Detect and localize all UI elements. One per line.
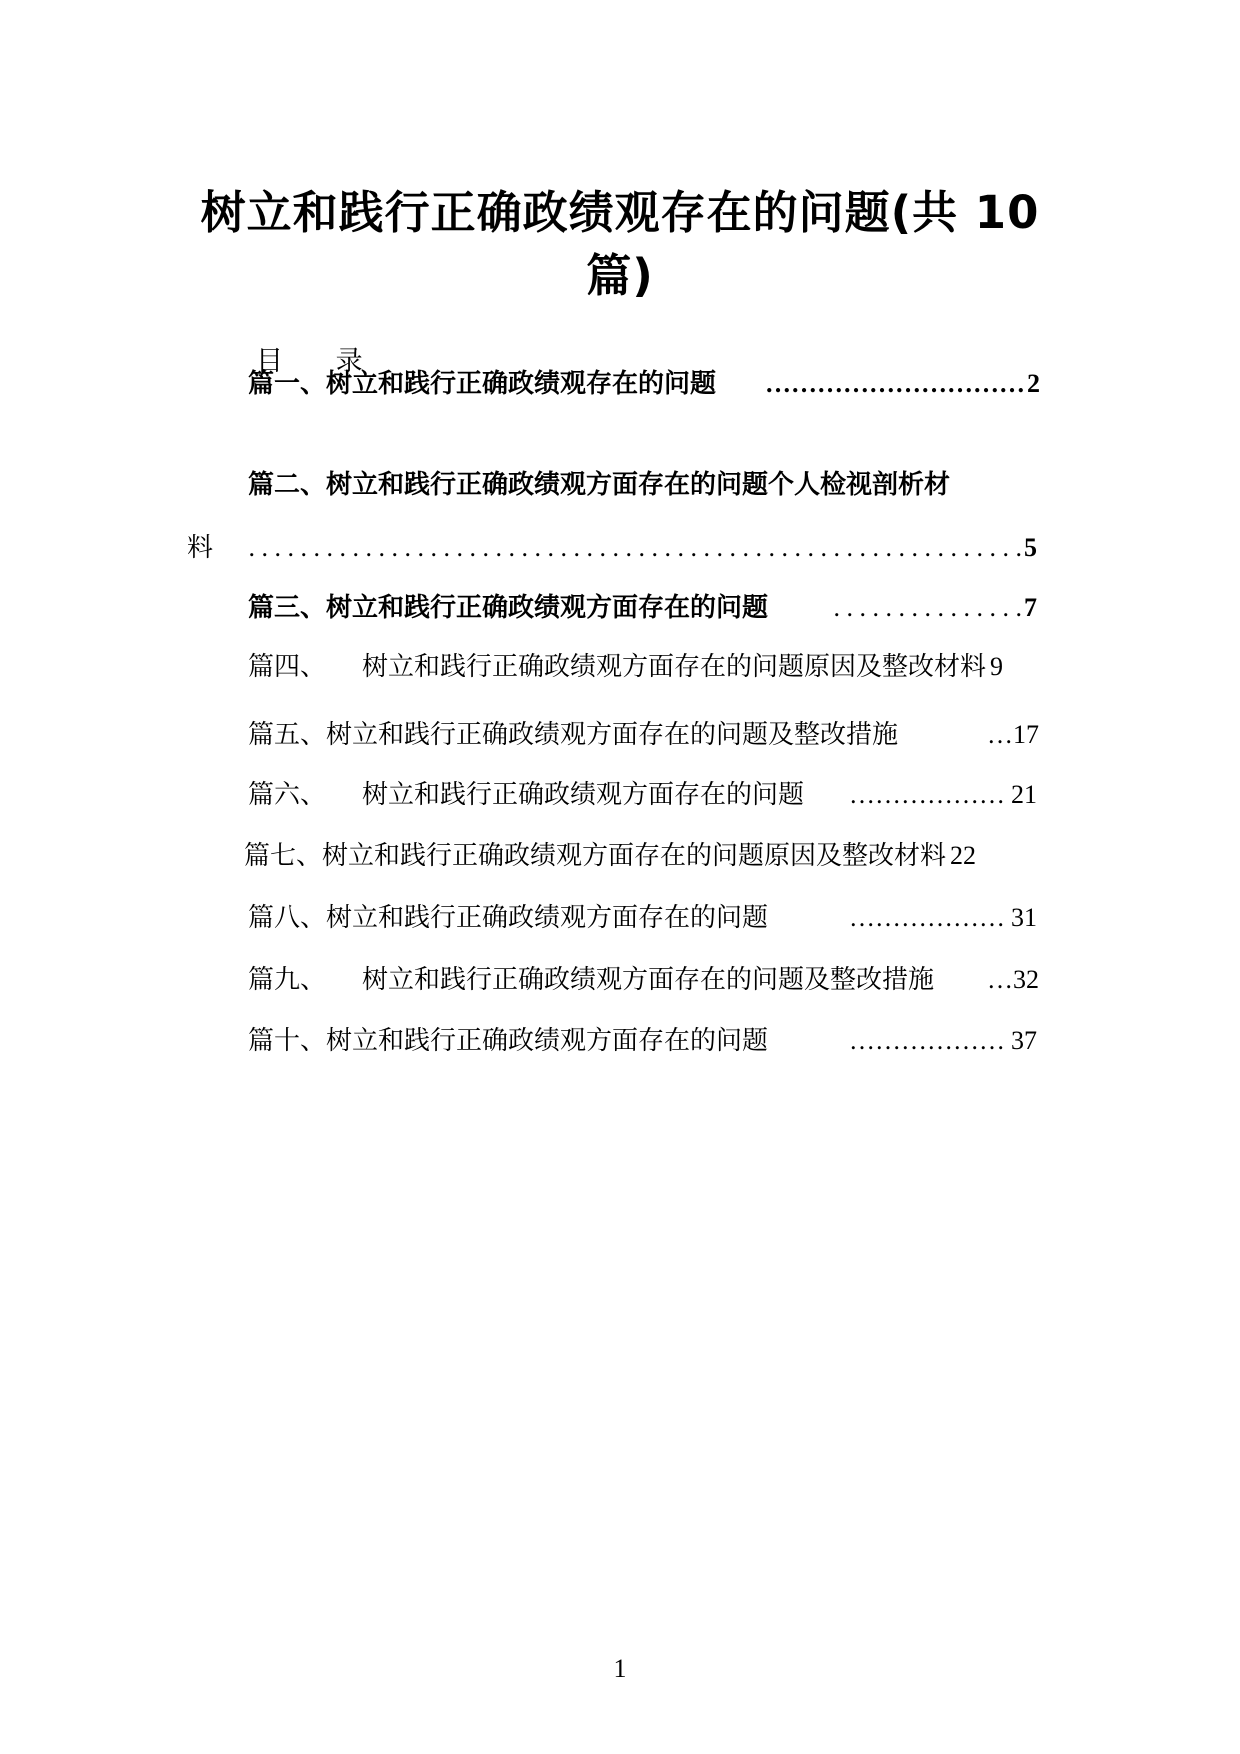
toc-entry-leader: . . . . . . . . . . . . . . . . . . . . . . . . . . . . . . . . . . . . . . . . . . . . . . . . . . . . . . . . . . . . — [248, 533, 1022, 562]
toc-entry-4[interactable] — [248, 647, 1060, 687]
toc-entry-page-number: 37 — [1011, 1026, 1037, 1055]
toc-entry-label: 篇五、树立和践行正确政绩观方面存在的问题及整改措施 — [248, 720, 899, 750]
toc-entry-page-number: 9 — [990, 652, 1004, 681]
toc-entry-9[interactable] — [248, 960, 1039, 1000]
toc-entry-label: 篇十、树立和践行正确政绩观方面存在的问题 — [248, 1026, 769, 1056]
toc-entry-label: 料 — [187, 533, 214, 563]
toc-entry-label: 篇六、 — [248, 780, 327, 810]
toc-entry-page-number: 5 — [1024, 533, 1037, 562]
toc-entry-10[interactable] — [248, 1021, 1037, 1061]
toc-entry-leader: ……………… — [849, 1026, 1005, 1055]
toc-entry-page-number: 7 — [1024, 593, 1037, 622]
toc-entry-page-number: 32 — [1013, 965, 1039, 994]
toc-entry-leader: ……………… — [849, 780, 1005, 809]
toc-entry-label: 篇八、树立和践行正确政绩观方面存在的问题 — [248, 903, 769, 933]
toc-entry-leader: . . . . . . . . . . . . . . . — [833, 593, 1022, 622]
toc-entry-leader: … — [987, 965, 1013, 994]
toc-entry-label: 篇二、树立和践行正确政绩观方面存在的问题个人检视剖析材 — [248, 470, 951, 500]
toc-entry-1[interactable] — [248, 364, 1040, 404]
toc-entry-label-text: 树立和践行正确政绩观方面存在的问题原因及整改材料 — [362, 652, 987, 682]
toc-entry-leader: ……………… — [849, 903, 1005, 932]
toc-entry-page-number: 31 — [1011, 903, 1037, 932]
toc-entry-label-text: 树立和践行正确政绩观方面存在的问题及整改措施 — [362, 965, 935, 995]
toc-entry-label: 篇七、树立和践行正确政绩观方面存在的问题原因及整改材料 — [244, 841, 947, 871]
toc-entry-page-number: 21 — [1011, 780, 1037, 809]
toc-entry-label: 篇九、 — [248, 965, 327, 995]
page-number: 1 — [613, 1654, 627, 1683]
toc-entry-6[interactable] — [248, 775, 1037, 815]
toc-entry-label: 篇三、树立和践行正确政绩观方面存在的问题 — [248, 593, 769, 623]
document-title-line-1: 树立和践行正确政绩观存在的问题(共 10 — [200, 186, 1040, 239]
toc-entry-2[interactable] — [248, 465, 1040, 505]
toc-entry-8[interactable] — [248, 898, 1037, 938]
toc-entry-label: 篇四、 — [248, 652, 327, 682]
toc-entry-5[interactable] — [248, 715, 1039, 755]
document-title-line-2: 篇) — [586, 249, 654, 302]
toc-entry-label-text: 树立和践行正确政绩观方面存在的问题 — [362, 780, 805, 810]
toc-entry-page-number: 17 — [1013, 720, 1039, 749]
toc-entry-3[interactable] — [248, 588, 1037, 628]
toc-heading: 目 录 — [256, 346, 385, 377]
toc-entry-page-number: 22 — [950, 841, 977, 870]
toc-entry-7[interactable] — [244, 836, 1080, 876]
toc-entry-page-number: 2 — [1027, 369, 1040, 398]
toc-entry-leader: ………………………… — [765, 369, 1025, 398]
toc-entry-leader: … — [987, 720, 1013, 749]
toc-entry-2-continuation[interactable] — [187, 528, 1037, 568]
toc-entry-label: 篇一、树立和践行正确政绩观存在的问题 — [248, 369, 717, 399]
